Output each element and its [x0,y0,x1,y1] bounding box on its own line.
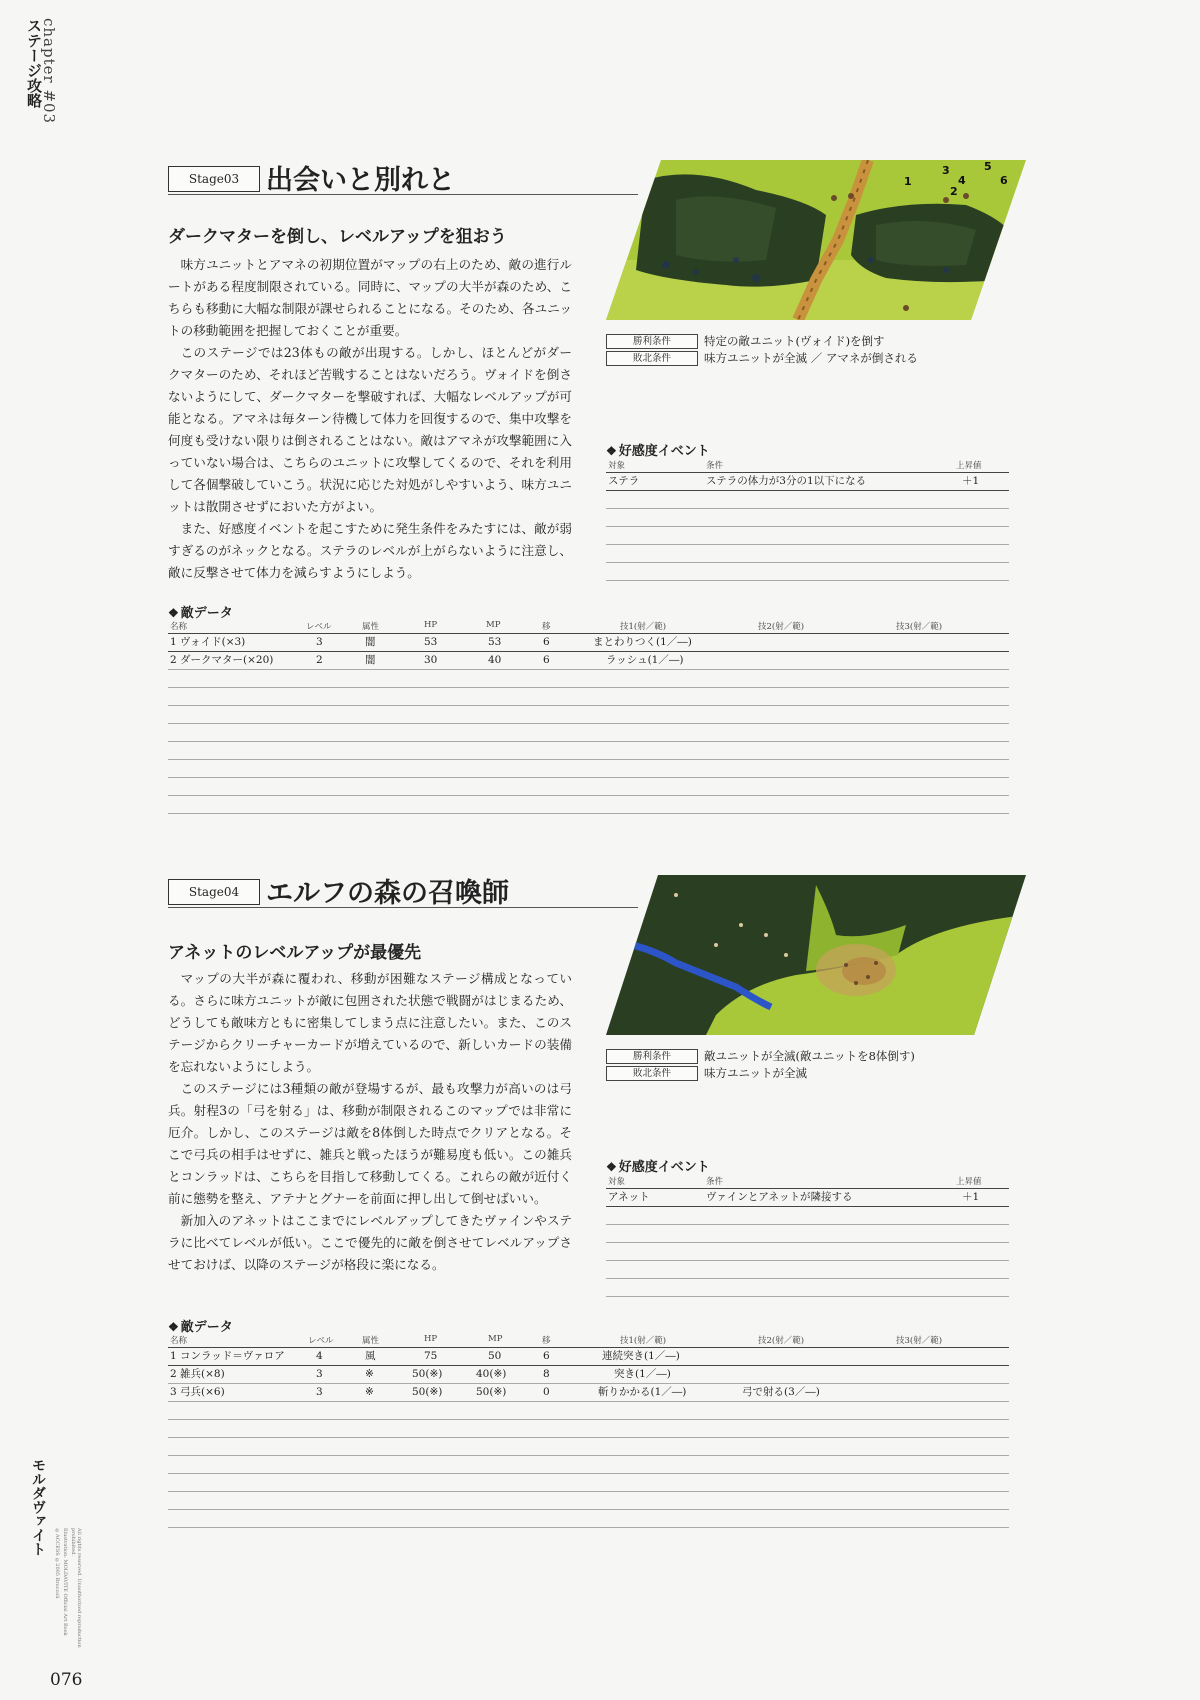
enemy-row [168,633,1009,651]
victory-condition: 特定の敵ユニット(ヴォイド)を倒す [704,334,885,348]
affinity-row [606,472,1009,490]
col-skill3: 技3(射／範) [896,1336,943,1346]
stage04-paragraph-1: マップの大半が森に覆われ、移動が困難なステージ構成となっている。さらに味方ユニットが敵に包囲された状態で戦闘がはじまるため、どうしても敵味方ともに密集してしまう点に注意したい。また、このステージからクリーチャーカードが増えているので、新しいカードの装備を忘れないようにしよう。 [168,971,572,1074]
stage04-title: エルフの森の召喚師 [266,878,509,909]
enemy-mp: 40 [488,654,502,666]
victory-condition: 敵ユニットが全滅(敵ユニットを8体倒す) [704,1049,915,1063]
col-move: 移 [542,622,551,632]
map-marker-5: 5 [984,160,992,173]
map-marker-1: 1 [904,175,912,188]
diamond-icon: ❖ [168,606,179,620]
affinity-col-value: 上昇値 [956,461,982,471]
affinity-header [606,1175,1009,1189]
enemy-header [168,620,1009,634]
col-skill1: 技1(射／範) [620,1336,667,1346]
col-skill2: 技2(射／範) [758,1336,805,1346]
stage04-conditions [606,1048,915,1082]
stage03-conditions [606,333,918,367]
affinity-col-target: 対象 [608,1177,626,1187]
col-hp: HP [424,1334,438,1344]
stage04-header [168,875,638,911]
col-element: 属性 [362,622,380,632]
enemy-element: 風 [365,1350,376,1362]
stage04-paragraph-3: 新加入のアネットはここまでにレベルアップしてきたヴァインやステラに比べてレベルが低い。ここで優先的に敵を倒させてレベルアップさせておけば、以降のステージが格段に楽になる。 [168,1213,572,1272]
stage04-label: Stage04 [168,879,260,905]
enemy-element: 闇 [365,636,376,648]
enemy-mp: 53 [488,636,502,648]
enemy-hp: 75 [424,1350,438,1362]
enemy-row [168,1365,1009,1383]
copyright-line: ©ACCESS ©2005 Broccoli [54,1528,60,1599]
affinity-header [606,459,1009,473]
enemy-skill1: まとわりつく(1／―) [593,636,692,648]
enemy-element: ※ [365,1368,374,1380]
stage04-affinity-table [606,1175,1009,1301]
stage04-map [606,875,1026,1035]
col-name: 名称 [170,1336,188,1346]
col-element: 属性 [362,1336,380,1346]
col-mp: MP [488,1334,503,1344]
enemy-row [168,651,1009,669]
stage03-body [168,254,572,584]
stage04-affinity-title [606,1156,710,1175]
enemy-mp: 50(※) [476,1386,507,1398]
col-skill2: 技2(射／範) [758,622,805,632]
map-marker-3: 3 [942,164,950,177]
copyright-text [54,1528,80,1668]
stage04-paragraph-2: このステージには3種類の敵が登場するが、最も攻撃力が高いのは弓兵。射程3の「弓を射る」は、移動が制限されるこのマップでは非常に厄介。しかし、このステージは敵を8体倒した時点でクリアとなる。そこで弓兵の相手はせずに、雑兵と戦ったほうが難易度も低い。この雑兵とコンラッドは、こちらを目指して移動してくる。これらの敵が近付く前に態勢を整え、アテナとグナーを前面に押し出して倒せばいい。 [168,1081,572,1206]
defeat-condition: 味方ユニットが全滅 [704,1066,808,1080]
enemy-move: 8 [543,1368,550,1380]
affinity-condition: ヴァインとアネットが隣接する [706,1191,853,1203]
enemy-name: 2 ダークマター(×20) [170,654,274,666]
enemy-mp: 50 [488,1350,502,1362]
page-number: 076 [50,1670,83,1690]
logo [26,1458,48,1568]
stage03-subheading: ダークマターを倒し、レベルアップを狙おう [168,227,507,247]
col-move: 移 [542,1336,551,1346]
affinity-value: ＋1 [962,1191,980,1203]
col-name: 名称 [170,622,188,632]
col-mp: MP [486,620,501,630]
enemy-header [168,1334,1009,1348]
stage04-title-rule [168,907,638,908]
enemy-hp: 50(※) [412,1386,443,1398]
enemy-move: 0 [543,1386,550,1398]
defeat-label: 敗北条件 [606,351,698,366]
stage04-subheading: アネットのレベルアップが最優先 [168,943,422,963]
enemy-level: 3 [316,1368,323,1380]
stage04-map-image [606,875,1026,1035]
col-level: レベル [306,622,332,632]
stage03-header [168,162,638,198]
diamond-icon: ❖ [606,444,617,458]
enemy-level: 3 [316,1386,323,1398]
enemy-level: 4 [316,1350,323,1362]
victory-label: 勝利条件 [606,334,698,349]
enemy-hp: 53 [424,636,438,648]
enemy-move: 6 [543,654,550,666]
enemy-mp: 40(※) [476,1368,507,1380]
copyright-line: All rights reserved. Unauthorized reproduction prohibited. [70,1528,82,1648]
enemy-level: 3 [316,636,323,648]
affinity-target: ステラ [608,475,640,487]
stage03-label: Stage03 [168,166,260,192]
logo-text: モルダヴァイト [30,1458,46,1556]
map-marker-6: 6 [1000,174,1008,187]
stage03-title-rule [168,194,638,195]
enemy-element: ※ [365,1386,374,1398]
stage03-map-image [606,160,1026,320]
map-marker-2: 2 [950,185,958,198]
enemy-row [168,1383,1009,1401]
diamond-icon: ❖ [606,1160,617,1174]
enemy-name: 2 雑兵(×8) [170,1368,225,1380]
enemy-skill1: ラッシュ(1／―) [606,654,684,666]
enemy-skill1: 突き(1／―) [614,1368,671,1380]
stage03-enemy-title [168,602,233,621]
enemy-move: 6 [543,636,550,648]
affinity-col-value: 上昇値 [956,1177,982,1187]
enemy-level: 2 [316,654,323,666]
col-skill1: 技1(射／範) [620,622,667,632]
enemy-title-text: 敵データ [180,1320,233,1335]
enemy-hp: 50(※) [412,1368,443,1380]
affinity-target: アネット [608,1191,650,1203]
enemy-row [168,1347,1009,1365]
col-level: レベル [308,1336,334,1346]
affinity-col-condition: 条件 [706,461,724,471]
map-marker-4: 4 [958,174,966,187]
enemy-hp: 30 [424,654,438,666]
affinity-title-text: 好感度イベント [618,444,710,459]
chapter-label: chapter #03 [40,18,58,125]
affinity-value: ＋1 [962,475,980,487]
affinity-row [606,1188,1009,1206]
chapter-header [24,18,64,128]
stage04-victory-row [606,1048,915,1065]
enemy-name: 1 コンラッド＝ヴァロア [170,1350,285,1362]
defeat-label: 敗北条件 [606,1066,698,1081]
stage03-victory-row [606,333,918,350]
stage03-enemy-table [168,620,1009,816]
stage03-map [606,160,1026,320]
stage04-enemy-table [168,1334,1009,1530]
diamond-icon: ❖ [168,1320,179,1334]
enemy-name: 3 弓兵(×6) [170,1386,225,1398]
affinity-col-target: 対象 [608,461,626,471]
stage04-defeat-row [606,1065,915,1082]
victory-label: 勝利条件 [606,1049,698,1064]
stage04-enemy-title [168,1316,233,1335]
enemy-title-text: 敵データ [180,606,233,621]
enemy-skill1: 連続突き(1／―) [602,1350,680,1362]
stage03-title: 出会いと別れと [266,165,455,196]
stage03-paragraph-2: このステージでは23体もの敵が出現する。しかし、ほとんどがダークマターのため、それほど苦戦することはないだろう。ヴォイドを倒さないようにして、ダークマターを撃破すれば、大幅なレベルアップが可能となる。アマネは毎ターン待機して体力を回復するので、集中攻撃を何度も受けない限りは倒されることはない。敵はアマネが攻撃範囲に入っていない場合は、こちらのユニットに攻撃してくるので、それを利用して各個撃破していこう。状況に応じた対処がしやすいよう、味方ユニットは散開させずにおいた方がよい。 [168,345,572,514]
stage03-affinity-table [606,459,1009,585]
stage03-paragraph-1: 味方ユニットとアマネの初期位置がマップの右上のため、敵の進行ルートがある程度制限されている。同時に、マップの大半が森のため、こちらも移動に大幅な制限が課せられることになる。そのため、各ユニットの移動範囲を把握しておくことが重要。 [168,257,572,338]
col-skill3: 技3(射／範) [896,622,943,632]
affinity-title-text: 好感度イベント [618,1160,710,1175]
stage04-body [168,968,572,1276]
stage03-affinity-title [606,440,710,459]
section-label: ステージ攻略 [25,18,43,108]
col-hp: HP [424,620,438,630]
copyright-line: Illustration: MOLDAVITE Official Art Book [62,1528,68,1636]
enemy-move: 6 [543,1350,550,1362]
enemy-skill2: 弓で射る(3／―) [742,1386,820,1398]
affinity-condition: ステラの体力が3分の1以下になる [706,475,867,487]
enemy-element: 闇 [365,654,376,666]
stage03-defeat-row [606,350,918,367]
defeat-condition: 味方ユニットが全滅 ／ アマネが倒される [704,351,918,365]
enemy-skill1: 斬りかかる(1／―) [598,1386,687,1398]
enemy-name: 1 ヴォイド(×3) [170,636,246,648]
affinity-col-condition: 条件 [706,1177,724,1187]
stage03-paragraph-3: また、好感度イベントを起こすために発生条件をみたすには、敵が弱すぎるのがネックとなる。ステラのレベルが上がらないように注意し、敵に反撃させて体力を減らすようにしよう。 [168,521,572,580]
